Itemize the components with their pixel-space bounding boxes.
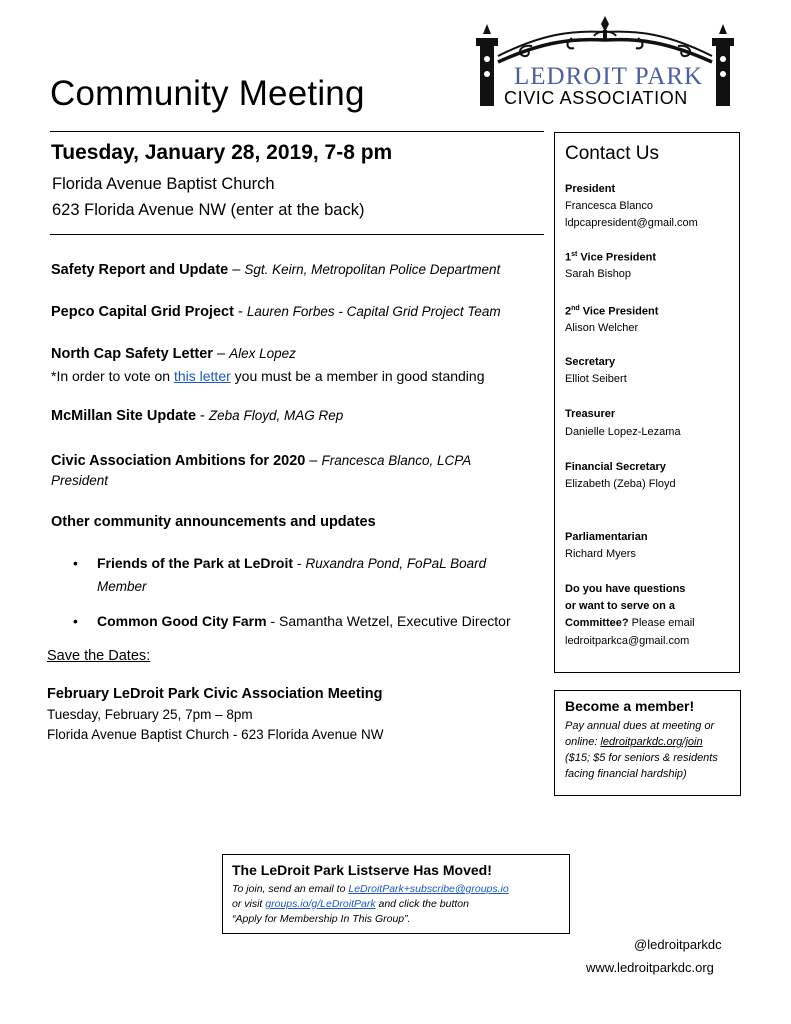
become-member-title: Become a member! — [565, 698, 695, 714]
agenda-item: Safety Report and Update – Sgt. Keirn, Metropolitan Police Department — [51, 262, 501, 278]
top-divider — [50, 131, 544, 132]
page-title: Community Meeting — [50, 74, 365, 113]
meeting-address: 623 Florida Avenue NW (enter at the back) — [52, 201, 365, 219]
contact-question: Committee? Please email — [565, 617, 695, 629]
contact-email: ledroitparkca@gmail.com — [565, 635, 690, 647]
save-the-dates-heading: Save the Dates: — [47, 648, 151, 664]
contact-role: Financial Secretary — [565, 461, 666, 473]
contact-name: Alison Welcher — [565, 322, 639, 334]
bullet-marker: • — [73, 613, 78, 629]
bullet-marker: • — [73, 555, 78, 571]
logo-text-ledroit-park: LEDROIT PARK — [514, 63, 704, 90]
contact-name: Elliot Seibert — [565, 373, 627, 385]
subscribe-email-link[interactable]: LeDroitPark+subscribe@groups.io — [348, 883, 509, 895]
february-meeting-title: February LeDroit Park Civic Association Meeting — [47, 686, 383, 702]
this-letter-link[interactable]: this letter — [173, 368, 231, 384]
contact-role: Treasurer — [565, 408, 616, 420]
contact-question: Do you have questions — [565, 583, 686, 595]
contact-name: Elizabeth (Zeba) Floyd — [565, 478, 676, 490]
february-meeting-time: Tuesday, February 25, 7pm – 8pm — [47, 707, 253, 722]
agenda-item: Civic Association Ambitions for 2020 – Francesca Blanco, LCPA — [51, 453, 472, 469]
announcement-item-continued: Member — [97, 579, 147, 594]
join-link[interactable]: ledroitparkdc.org/join — [600, 736, 703, 748]
logo-text-civic-association: CIVIC ASSOCIATION — [504, 88, 688, 108]
contact-role: 1st Vice President — [565, 251, 657, 264]
contact-name: Sarah Bishop — [565, 268, 632, 280]
contact-name: Richard Myers — [565, 548, 636, 560]
listserve-info: To join, send an email to LeDroitPark+subscribe@groups.io or visit groups.io/g/LeDroitPark and click the button “Apply for Membership In This Group”. — [232, 883, 509, 925]
contact-question: or want to serve on a — [565, 600, 676, 612]
groups-io-link[interactable]: groups.io/g/LeDroitPark — [265, 898, 376, 910]
membership-info: Pay annual dues at meeting or online: ledroitparkdc.org/join ($15; $5 for seniors & residents facing financial hardship) — [565, 720, 718, 780]
agenda-note: *In order to vote on this letter you must be a member in good standing — [51, 368, 485, 384]
agenda-item: Pepco Capital Grid Project - Lauren Forbes - Capital Grid Project Team — [51, 304, 501, 320]
announcement-item: Common Good City Farm - Samantha Wetzel, Executive Director — [97, 613, 511, 629]
social-handle: @ledroitparkdc — [634, 937, 722, 952]
meeting-date: Tuesday, January 28, 2019, 7-8 pm — [51, 141, 393, 164]
contact-role: 2nd Vice President — [565, 305, 659, 318]
contact-role: Parliamentarian — [565, 531, 648, 543]
february-meeting-location: Florida Avenue Baptist Church - 623 Florida Avenue NW — [47, 727, 384, 742]
contact-role: Secretary — [565, 356, 616, 368]
contact-name: Danielle Lopez-Lezama — [565, 426, 681, 438]
announcement-item: Friends of the Park at LeDroit - Ruxandra Pond, FoPaL Board — [97, 555, 487, 571]
meeting-venue: Florida Avenue Baptist Church — [52, 175, 275, 193]
agenda-item: North Cap Safety Letter – Alex Lopez — [51, 346, 296, 362]
agenda-item: Other community announcements and updates — [51, 514, 376, 530]
contact-role: President — [565, 183, 616, 195]
listserve-title: The LeDroit Park Listserve Has Moved! — [232, 862, 492, 878]
contact-us-title: Contact Us — [565, 143, 659, 164]
website-url: www.ledroitparkdc.org — [586, 960, 714, 975]
contact-name: Francesca Blanco — [565, 200, 654, 212]
agenda-item: McMillan Site Update - Zeba Floyd, MAG Rep — [51, 408, 344, 424]
contact-email: ldpcapresident@gmail.com — [565, 217, 698, 229]
bottom-divider — [50, 234, 544, 235]
agenda-item-continued: President — [51, 473, 109, 488]
